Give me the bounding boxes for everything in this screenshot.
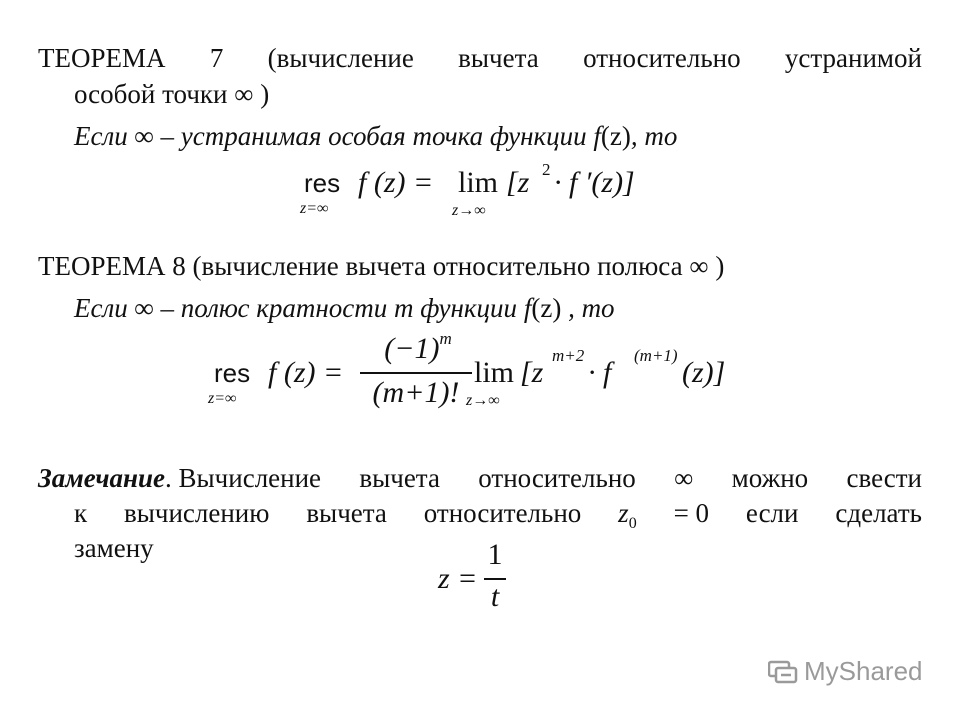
theorem7-condition: Если ∞ – устранимая особая точка функции f(z), то xyxy=(74,121,678,151)
exponent-2: (m+1) xyxy=(634,346,678,365)
fraction-numerator: 1 xyxy=(487,538,503,571)
exponent-1: m+2 xyxy=(552,346,585,365)
formula-lhs: f (z) = xyxy=(358,166,434,199)
myshared-logo-icon xyxy=(768,659,798,685)
remark-line1: Замечание. Вычисление вычета относительно ∞ можно свести xyxy=(38,463,922,493)
word: ТЕОРЕМА xyxy=(38,43,166,73)
res-operator: res xyxy=(304,168,341,198)
res-operator: res xyxy=(214,358,251,388)
word: 7 xyxy=(209,43,224,73)
theorem8-condition: Если ∞ – полюс кратности m функции f(z) , то xyxy=(74,293,615,323)
lim-operator: lim xyxy=(474,356,515,389)
theorem7-heading-line1 xyxy=(38,42,922,74)
res-subscript: z=∞ xyxy=(300,200,329,217)
remark-line3: замену xyxy=(74,533,154,563)
watermark xyxy=(768,656,923,687)
word: вычета xyxy=(458,43,539,73)
remark-line2: к вычислению вычета относительно $z_0$ = 0 если сделать xyxy=(74,498,922,532)
word: относительно xyxy=(583,43,741,73)
theorem7-formula xyxy=(300,160,660,224)
remark-label: Замечание xyxy=(38,463,166,493)
fraction-numerator: $(-1)^m$ xyxy=(384,329,452,365)
exponent: 2 xyxy=(542,160,551,179)
watermark-text: MyShared xyxy=(804,656,923,686)
theorem8-heading: ТЕОРЕМА 8 (вычисление вычета относительно полюса ∞ ) xyxy=(38,251,725,281)
lim-subscript: z→∞ xyxy=(452,202,486,219)
word: (вычисление xyxy=(267,43,414,73)
formula-body: [z xyxy=(506,166,530,199)
theorem8-formula xyxy=(208,329,768,416)
lim-operator: lim xyxy=(458,166,499,199)
word: устранимой xyxy=(784,43,922,73)
formula-lhs: z = xyxy=(438,562,478,595)
res-subscript: z=∞ xyxy=(208,390,237,407)
formula-body-rest: · f ′(z)] xyxy=(554,166,635,199)
remark-formula xyxy=(438,538,518,618)
formula-body-mid: · f xyxy=(588,356,612,389)
formula-lhs: f (z) = xyxy=(268,356,344,389)
fraction-denominator: t xyxy=(490,580,500,613)
lim-subscript: z→∞ xyxy=(466,392,500,409)
fraction-denominator: (m+1)! xyxy=(372,376,460,409)
formula-body-close: (z)] xyxy=(682,356,726,389)
formula-body: [z xyxy=(520,356,544,389)
theorem7-heading-line2: особой точки ∞ ) xyxy=(74,79,270,109)
fraction-bar xyxy=(360,372,472,374)
